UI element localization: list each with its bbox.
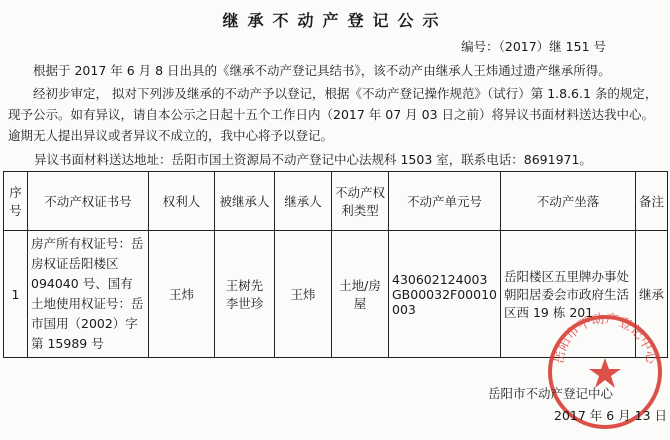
signature-org: 岳阳市不动产登记中心 [488, 386, 614, 401]
cell-right-type: 土地/房屋 [332, 231, 389, 358]
document-number: 编号：（2017）继 151 号 [461, 39, 606, 54]
header-right-holder: 权利人 [149, 172, 215, 231]
cell-unit-no: 430602124003GB00032F00010003 [389, 231, 501, 358]
header-seq: 序号 [4, 172, 28, 231]
cell-remark: 继承 [636, 231, 668, 358]
header-heir: 继承人 [275, 172, 332, 231]
signature-date: 2017 年 6 月 13 日 [554, 408, 668, 423]
cell-cert-no: 房产所有权证号：岳房权证岳阳楼区 094040 号、国有土地使用权证号：岳市国用（2002）字第 15989 号 [28, 231, 149, 358]
cell-right-holder: 王炜 [149, 231, 215, 358]
cell-decedent: 王树先 李世珍 [215, 231, 275, 358]
header-cert-no: 不动产权证书号 [28, 172, 149, 231]
table-header-row [4, 172, 668, 231]
header-remark: 备注 [636, 172, 668, 231]
header-decedent: 被继承人 [215, 172, 275, 231]
svg-text:岳阳市不动产登记中心 [552, 312, 659, 366]
header-unit-no: 不动产单元号 [389, 172, 501, 231]
header-location: 不动产坐落 [501, 172, 636, 231]
paragraph-basis: 根据于 2017 年 6 月 8 日出具的《继承不动产登记具结书》，该不动产由继承人王炜通过遗产继承所得。 [33, 63, 611, 78]
paragraph-notice: 经初步审定， 拟对下列涉及继承的不动产予以登记，根据《不动产登记操作规范》（试行）第 1.8.6.1 条的规定，现予公示。如有异议，请自本公示之日起十五个工作日内（2017 年 07 月 03 日之前）将异议书面材料送达我中心。逾期无人提出异议或者异议不成立的，我中心将予以登记。 [8, 86, 658, 143]
cell-location: 岳阳楼区五里牌办事处朝阳居委会市政府生活区西 19 栋 201 [501, 231, 636, 358]
seal-text: 岳阳市不动产登记中心 [551, 312, 659, 366]
cell-heir: 王炜 [275, 231, 332, 358]
header-right-type: 不动产权利类型 [332, 172, 389, 231]
cell-seq: 1 [4, 231, 28, 358]
document-title: 继承不动产登记公示 [222, 11, 448, 30]
objection-address: 异议书面材料送达地址：岳阳市国土资源局不动产登记中心法规科 1503 室，联系电话：8691971。 [34, 152, 592, 167]
